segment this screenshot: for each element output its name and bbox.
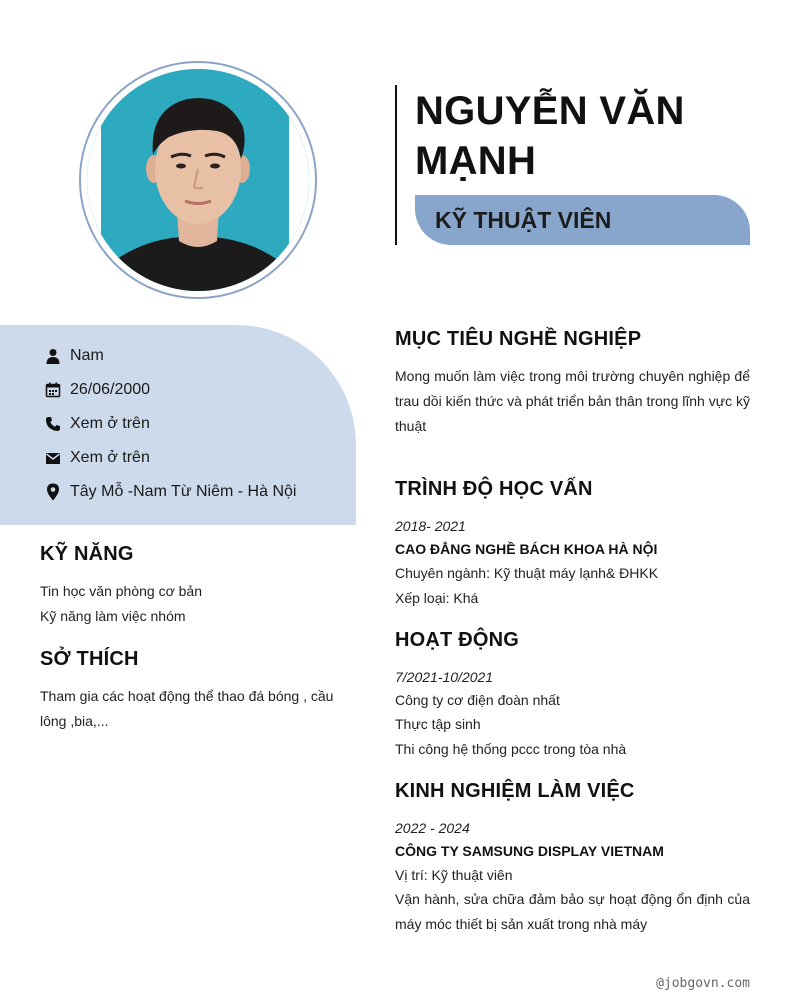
- activities-title: HOẠT ĐỘNG: [395, 629, 520, 651]
- phone-icon: [44, 415, 62, 433]
- email-value: Xem ở trên: [70, 449, 150, 466]
- activity-line: Thực tập sinh: [395, 716, 481, 732]
- activity-line: Công ty cơ điện đoàn nhất: [395, 692, 560, 708]
- watermark: @jobgovn.com: [656, 976, 750, 991]
- objective-title: MỤC TIÊU NGHỀ NGHIỆP: [395, 328, 642, 350]
- contact-email: [44, 447, 150, 469]
- education-major: Chuyên ngành: Kỹ thuật máy lạnh& ĐHKK: [395, 565, 659, 581]
- education-period: 2018- 2021: [395, 518, 466, 534]
- education-title: TRÌNH ĐỘ HỌC VẤN: [395, 478, 593, 500]
- profile-photo: [87, 69, 309, 291]
- hobbies-title: SỞ THÍCH: [40, 648, 139, 670]
- job-title: KỸ THUẬT VIÊN: [435, 207, 612, 233]
- activity-line: Thi công hệ thống pccc trong tòa nhà: [395, 741, 627, 757]
- activities-period: 7/2021-10/2021: [395, 669, 494, 685]
- contact-phone: [44, 413, 150, 435]
- experience-title: KINH NGHIỆM LÀM VIỆC: [395, 780, 635, 802]
- calendar-icon: [44, 381, 62, 399]
- name-divider: [395, 85, 397, 245]
- mail-icon: [44, 449, 62, 467]
- full-name: NGUYỄN VĂN MẠNH: [415, 89, 685, 183]
- skills-title: KỸ NĂNG: [40, 543, 134, 565]
- birthday-value: 26/06/2000: [70, 381, 151, 398]
- objective-text: Mong muốn làm việc trong môi trường chuyên nghiệp để trau dồi kiến thức và phát triển bản thân trong lĩnh vực kỹ thuật: [395, 368, 750, 434]
- experience-company: CÔNG TY SAMSUNG DISPLAY VIETNAM: [395, 843, 664, 859]
- location-pin-icon: [44, 483, 62, 501]
- contact-address: [44, 481, 296, 503]
- person-icon: [44, 347, 62, 365]
- hobbies-text: Tham gia các hoạt động thể thao đá bóng , cầu lông ,bia,...: [40, 688, 334, 729]
- skills-list: [40, 579, 340, 629]
- experience-position: Vị trí: Kỹ thuật viên: [395, 867, 513, 883]
- phone-value: Xem ở trên: [70, 415, 150, 432]
- experience-description: Vận hành, sửa chữa đảm bảo sự hoạt động ổn định của máy móc thiết bị sản xuất trong nhà máy: [395, 891, 750, 932]
- contact-gender: [44, 345, 104, 367]
- address-value: Tây Mỗ -Nam Từ Niêm - Hà Nội: [70, 483, 297, 500]
- gender-value: Nam: [70, 347, 104, 364]
- skill-item: Tin học văn phòng cơ bản: [40, 583, 202, 599]
- contact-birthday: [44, 379, 150, 401]
- education-grade: Xếp loại: Khá: [395, 590, 479, 606]
- experience-period: 2022 - 2024: [395, 820, 470, 836]
- skill-item: Kỹ năng làm việc nhóm: [40, 608, 186, 624]
- education-school: CAO ĐẲNG NGHỀ BÁCH KHOA HÀ NỘI: [395, 541, 658, 557]
